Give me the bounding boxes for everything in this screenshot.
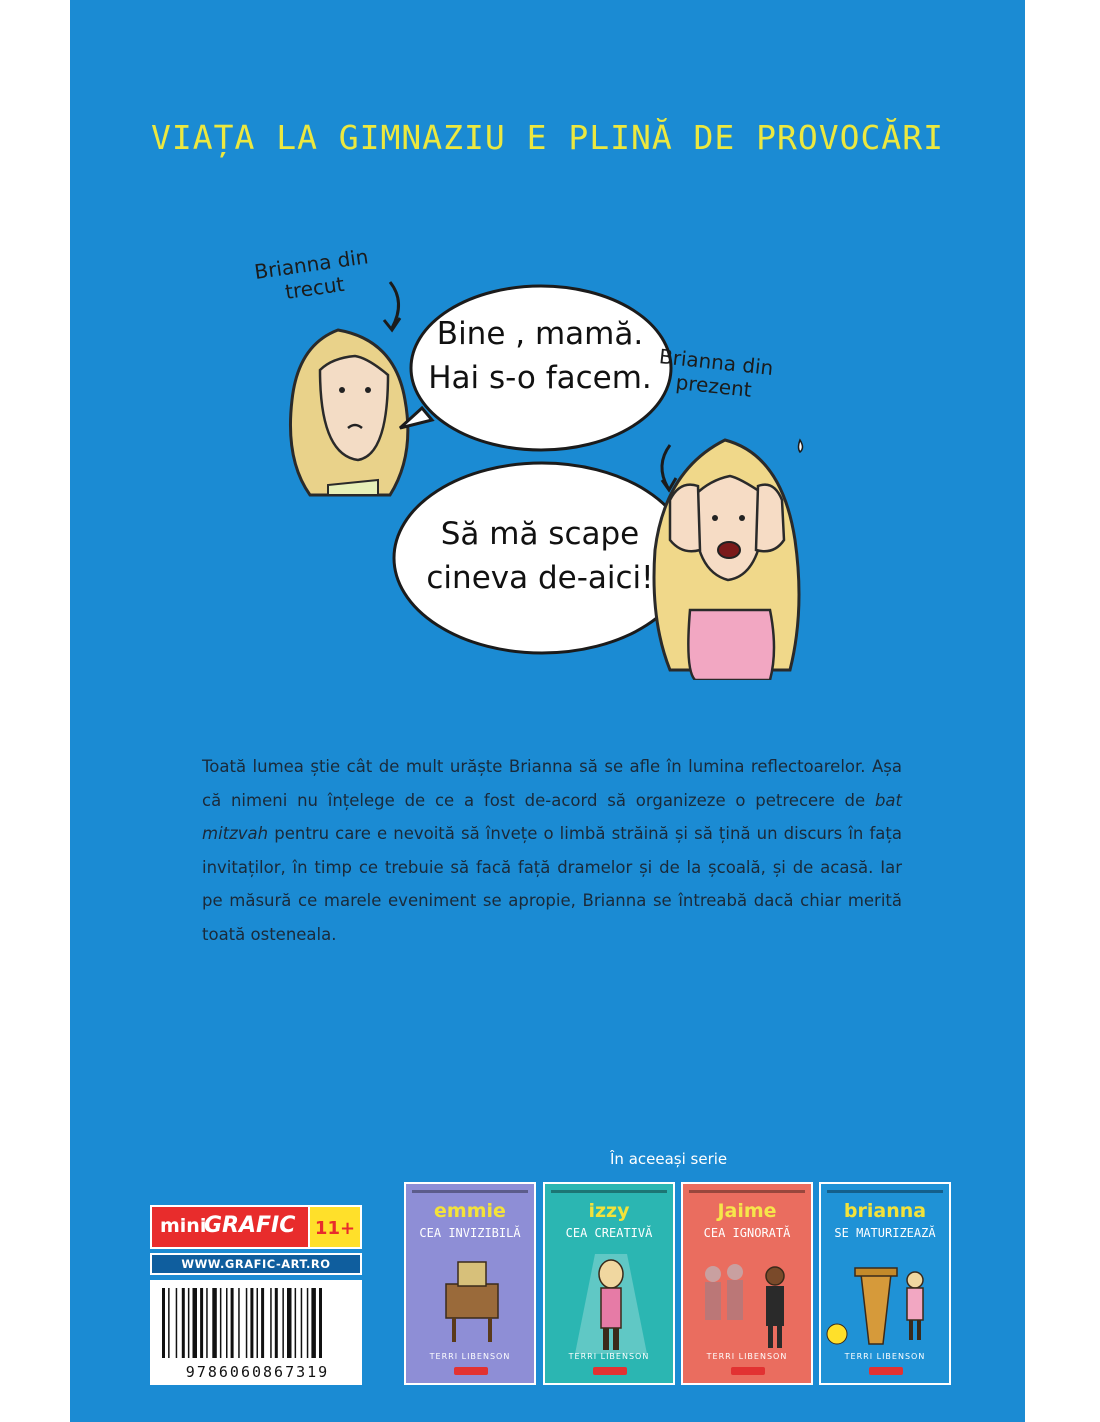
speech-text-2: Să mă scape cineva de-aici! <box>426 516 654 596</box>
barcode-bar <box>282 1288 284 1358</box>
barcode-bar <box>200 1288 203 1358</box>
book-subtitle: CEA CREATIVĂ <box>565 1226 653 1240</box>
book-author: TERRI LIBENSON <box>706 1352 788 1361</box>
book-title: emmie <box>434 1200 506 1222</box>
book-topline <box>689 1190 805 1193</box>
note-brianna-present: Brianna din prezent <box>657 344 775 402</box>
book-title: izzy <box>588 1200 630 1222</box>
badge-grafic: GRAFIC <box>204 1213 296 1238</box>
note-brianna-past: Brianna din trecut <box>252 244 370 304</box>
book-illustration <box>683 1244 813 1354</box>
book-topline <box>412 1190 528 1193</box>
back-cover <box>70 0 1025 1422</box>
barcode-bar <box>188 1288 190 1358</box>
barcode-bar <box>193 1288 198 1358</box>
barcode-bar <box>176 1288 178 1358</box>
book-cover-brianna[interactable] <box>819 1182 951 1385</box>
badge-mini: mini <box>160 1215 207 1237</box>
barcode-bar <box>250 1288 253 1358</box>
headline: VIAȚA LA GIMNAZIU E PLINĂ DE PROVOCĂRI <box>151 118 944 157</box>
barcode-bar <box>257 1288 259 1358</box>
barcode-bar <box>206 1288 208 1358</box>
blurb-paragraph <box>202 750 902 951</box>
book-cover-jaime[interactable] <box>681 1182 813 1385</box>
barcode-bar <box>295 1288 297 1358</box>
isbn-barcode <box>150 1280 362 1385</box>
age-rating: 11+ <box>308 1205 362 1249</box>
book-cover-emmie[interactable] <box>404 1182 536 1385</box>
brianna-present-figure <box>654 440 799 680</box>
book-illustration <box>545 1244 675 1354</box>
barcode-bar <box>238 1288 240 1358</box>
book-illustration <box>406 1244 536 1354</box>
barcode-bar <box>307 1288 309 1358</box>
barcode-bar <box>287 1288 292 1358</box>
barcode-bars <box>150 1280 362 1362</box>
book-subtitle: CEA INVIZIBILĂ <box>419 1226 521 1240</box>
barcode-bar <box>246 1288 248 1358</box>
sweat-drop <box>799 440 803 452</box>
book-publisher-logo <box>454 1367 488 1375</box>
book-topline <box>551 1190 667 1193</box>
book-title: brianna <box>843 1200 927 1222</box>
barcode-bar <box>212 1288 217 1358</box>
speech-text-1: Bine , mamă. Hai s-o facem. <box>428 316 652 396</box>
blurb-part-2: pentru care e nevoită să învețe o limbă străină și să țină un discurs în fața invitaților, în timp ce trebuie să facă față dramelor și de la școală, și de acasă. Iar pe măsură ce marele eveniment se apropie, Brianna se întreabă dacă chiar merită toată osteneala. <box>202 824 902 944</box>
comic-panel <box>70 244 1025 680</box>
book-illustration <box>821 1244 951 1354</box>
blurb-emphasis: bat mitzvah <box>202 790 902 843</box>
isbn-number: 9786060867319 <box>185 1363 330 1381</box>
barcode-bar <box>275 1288 278 1358</box>
book-publisher-logo <box>731 1367 765 1375</box>
barcode-bar <box>311 1288 316 1358</box>
barcode-bar <box>231 1288 234 1358</box>
book-topline <box>827 1190 943 1193</box>
barcode-bar <box>168 1288 170 1358</box>
book-author: TERRI LIBENSON <box>844 1352 926 1361</box>
publisher-badge <box>150 1205 362 1249</box>
barcode-bar <box>162 1288 165 1358</box>
book-subtitle: SE MATURIZEAZĂ <box>834 1226 936 1240</box>
barcode-bar <box>261 1288 264 1358</box>
barcode-bar <box>226 1288 228 1358</box>
barcode-bar <box>270 1288 272 1358</box>
book-cover-izzy[interactable] <box>543 1182 675 1385</box>
barcode-bar <box>182 1288 185 1358</box>
blurb-part-1: Toată lumea știe cât de mult urăște Brianna să se afle în lumina reflectoarelor. Așa că nimeni nu înțelege de ce a fost de-acord să organizeze o petrecere de <box>202 757 902 810</box>
book-subtitle: CEA IGNORATĂ <box>703 1226 791 1240</box>
barcode-bar <box>319 1288 322 1358</box>
book-publisher-logo <box>593 1367 627 1375</box>
book-author: TERRI LIBENSON <box>429 1352 511 1361</box>
series-label: În aceeași serie <box>610 1150 728 1168</box>
brianna-past-figure <box>290 330 407 495</box>
book-title: Jaime <box>717 1200 777 1222</box>
barcode-bar <box>301 1288 303 1358</box>
book-author: TERRI LIBENSON <box>568 1352 650 1361</box>
publisher-website[interactable]: WWW.GRAFIC-ART.RO <box>150 1253 362 1275</box>
barcode-bar <box>220 1288 222 1358</box>
book-publisher-logo <box>869 1367 903 1375</box>
